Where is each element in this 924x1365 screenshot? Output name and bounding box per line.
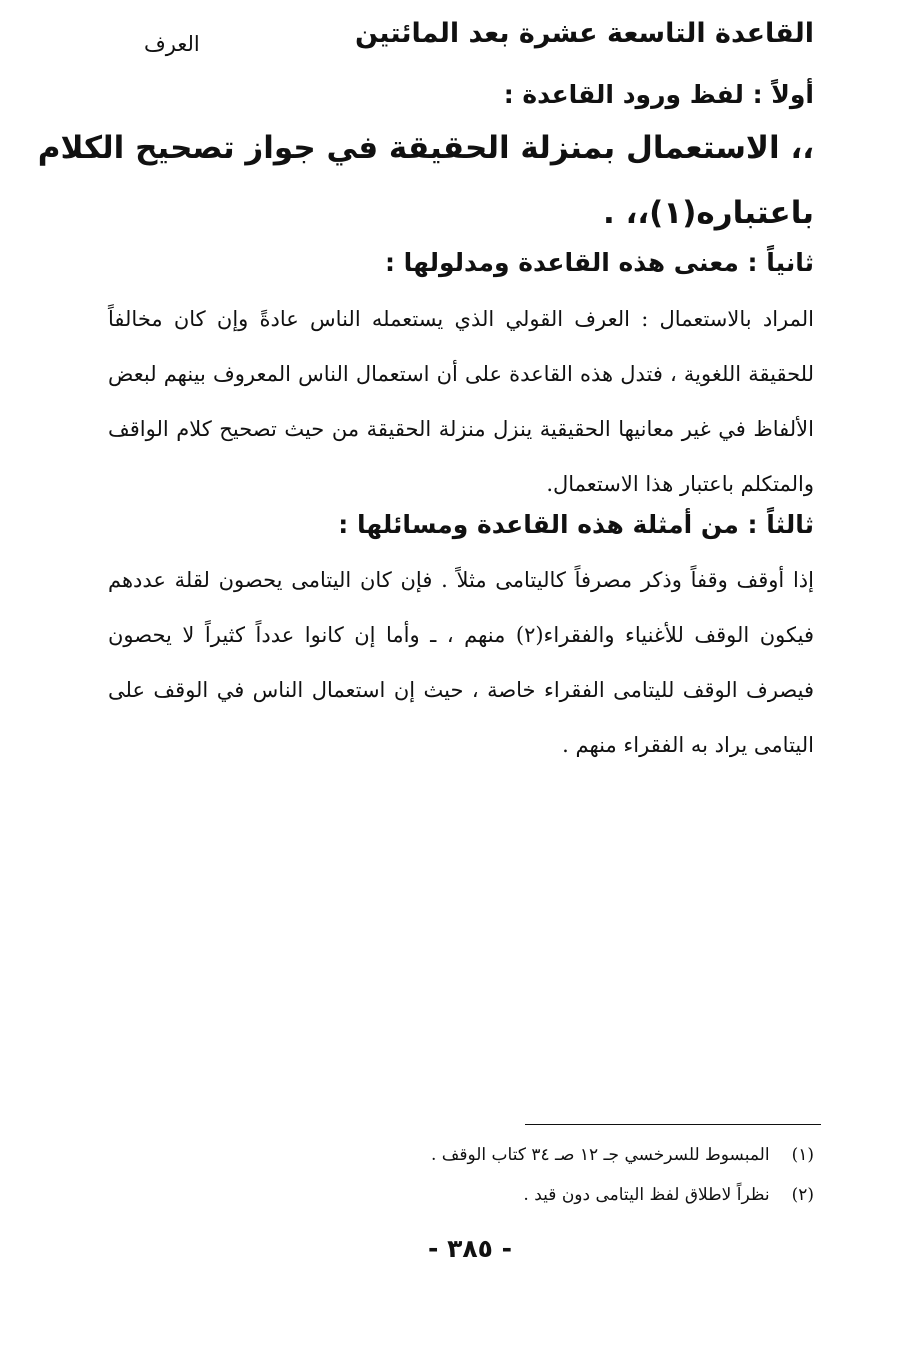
rule-wording-heading: أولاً : لفظ ورود القاعدة : (503, 80, 814, 109)
rule-text-line-1: ،، الاستعمال بمنزلة الحقيقة في جواز تصحيح الكلام (37, 130, 814, 166)
rule-examples-paragraph: إذا أوقف وقفاً وذكر مصرفاً كاليتامى مثلاً . فإن كان اليتامى يحصون لقلة عددهم فيكون الوقف للأغنياء والفقراء(٢) منهم ، ـ وأما إن كانوا عدداً كثيراً لا يحصون فيصرف الوقف لليتامى الفقراء خاصة ، حيث إن استعمال الناس في الوقف على اليتامى يراد به الفقراء منهم . (108, 568, 814, 757)
page-header-section: العرف (144, 32, 200, 56)
footnote-number: (٢) (791, 1185, 814, 1205)
footnote-text: نظراً لاطلاق لفظ اليتامى دون قيد . (523, 1185, 770, 1205)
footnote-item (431, 1145, 814, 1165)
rule-examples-heading: ثالثاً : من أمثلة هذه القاعدة ومسائلها : (338, 510, 814, 539)
page-number: - ٣٨٥ - (428, 1234, 512, 1263)
footnote-item (523, 1185, 814, 1205)
page-header-title: القاعدة التاسعة عشرة بعد المائتين (355, 18, 814, 49)
rule-text-line-2: باعتباره(١)،، . (603, 195, 814, 231)
footnote-divider (525, 1124, 821, 1125)
rule-meaning-paragraph: المراد بالاستعمال : العرف القولي الذي يستعمله الناس عادةً وإن كان مخالفاً للحقيقة اللغوية ، فتدل هذه القاعدة على أن استعمال الناس المعروف بينهم لبعض الألفاظ في غير معانيها الحقيقية ينزل منزلة الحقيقة من حيث تصحيح كلام الواقف والمتكلم باعتبار هذا الاستعمال. (108, 307, 814, 496)
footnote-number: (١) (791, 1145, 814, 1165)
rule-meaning-heading: ثانياً : معنى هذه القاعدة ومدلولها : (384, 248, 814, 277)
footnote-text: المبسوط للسرخسي جـ ١٢ صـ ٣٤ كتاب الوقف . (430, 1145, 770, 1165)
